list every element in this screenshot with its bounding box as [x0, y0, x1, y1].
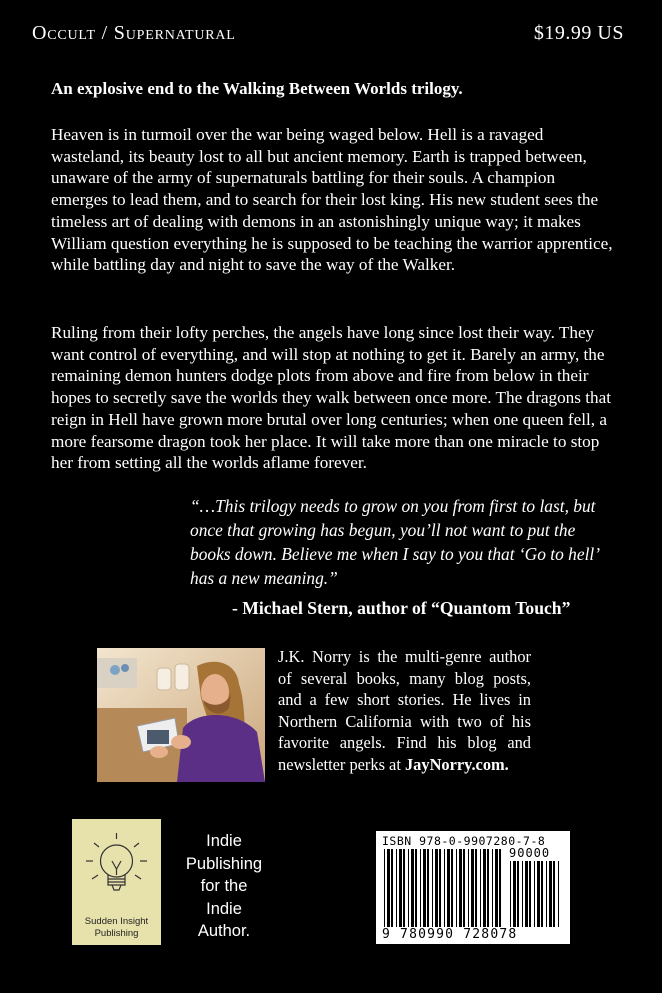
isbn-barcode	[376, 831, 570, 944]
barcode-bar	[558, 861, 559, 927]
isbn-label: ISBN 978-0-9907280-7-8	[382, 834, 546, 848]
barcode-bar	[456, 849, 457, 927]
barcode-bar	[510, 861, 511, 927]
barcode-bar	[396, 849, 397, 927]
barcode-bar	[525, 861, 528, 927]
review-quote: “…This trilogy needs to grow on you from first to last, but once that growing has begun, you’ll not want to put the books down. Believe me when I say to you that ‘Go to hell’ has a new meaning.”	[190, 496, 599, 588]
barcode-bar	[553, 861, 555, 927]
price-label: $19.99 US	[533, 22, 624, 44]
barcode-bar	[444, 849, 445, 927]
barcode-bar	[435, 849, 438, 927]
tagline: An explosive end to the Walking Between Worlds trilogy.	[51, 79, 463, 98]
blurb-paragraph-2: Ruling from their lofty perches, the angels have long since lost their way. They want control of everything, and will stop at nothing to get it. Barely an army, the remaining demon hunters dodge plots from above and fire from below in their hopes to secretly save the worlds they walk between once more. The dragons that reign in Hell have grown more brutal over long centuries; when one queen fell, a more fearsome dragon took her place. It will take more than one miracle to stop her from setting all the worlds aflame forever.	[51, 323, 612, 473]
review-attribution: - Michael Stern, author of “Quantom Touch”	[232, 598, 571, 618]
barcode-bar	[463, 849, 465, 927]
barcode-bar	[483, 849, 486, 927]
barcode-bar	[384, 849, 385, 927]
publisher-slogan	[178, 830, 270, 943]
slogan-line: Indie	[206, 832, 242, 850]
barcode-bar	[403, 849, 405, 927]
barcode-bar	[451, 849, 453, 927]
barcode-bar	[432, 849, 433, 927]
barcode-bar	[447, 849, 450, 927]
barcode-bar	[427, 849, 429, 927]
barcode-bar	[399, 849, 402, 927]
slogan-line: Publishing	[185, 854, 263, 873]
lightbulb-icon	[72, 819, 161, 919]
logo-text	[72, 916, 161, 940]
barcode-bar	[475, 849, 477, 927]
logo-text-line-2: Publishing	[94, 928, 139, 939]
blurb-paragraph-1: Heaven is in turmoil over the war being waged below. Hell is a ravaged wasteland, its beauty lost to all but ancient memory. Earth is trapped between, unaware of the army of supernaturals battling for their souls. A champion emerges to lead them, and to search for their lost king. His new student sees the timeless art of dealing with demons in an astonishingly unique way; it makes William question everything he is supposed to be teaching the warrior apprentice, while battling day and night to save the way of the Walker.	[51, 125, 613, 275]
barcode-bar	[499, 849, 501, 927]
barcode-bar	[423, 849, 426, 927]
author-photo	[97, 648, 265, 782]
barcode-bar	[492, 849, 493, 927]
barcode-bar	[517, 861, 519, 927]
barcode-bar	[534, 861, 535, 927]
genre-label: Occult / Supernatural	[32, 22, 236, 44]
barcode-bar	[549, 861, 552, 927]
barcode-bar	[522, 861, 523, 927]
barcode-bar	[513, 861, 516, 927]
price-code: 90000	[509, 846, 551, 860]
barcode-bar	[529, 861, 531, 927]
barcode-bar	[480, 849, 481, 927]
barcode-bar	[541, 861, 543, 927]
barcode-bar	[391, 849, 393, 927]
slogan-line: for the	[200, 877, 248, 895]
barcode-bar	[487, 849, 489, 927]
barcode-bar	[408, 849, 409, 927]
barcode-bar	[471, 849, 474, 927]
barcode-bar	[495, 849, 498, 927]
slogan-line: Author.	[197, 922, 251, 940]
author-bio	[278, 646, 531, 776]
barcode-bar	[468, 849, 469, 927]
author-website: JayNorry.com.	[404, 754, 509, 774]
barcode-bar	[459, 849, 462, 927]
barcode-bar	[546, 861, 547, 927]
slogan-line: Indie	[206, 899, 242, 918]
barcode-bar	[415, 849, 417, 927]
barcode-bar	[387, 849, 390, 927]
barcode-bar	[537, 861, 540, 927]
cover-header	[0, 0, 662, 70]
barcode-bar	[420, 849, 421, 927]
barcode-bar	[411, 849, 414, 927]
barcode-bar	[439, 849, 441, 927]
ean-digits: 9 780990 728078	[382, 927, 518, 942]
author-bio-text: J.K. Norry is the multi-genre author of several books, many blog posts, and a few short stories. He lives in Northern California with two of his favorite angels. Find his blog and newsletter perks at	[278, 647, 531, 774]
logo-text-line-1: Sudden Insight	[84, 916, 149, 927]
publisher-logo	[72, 819, 161, 945]
